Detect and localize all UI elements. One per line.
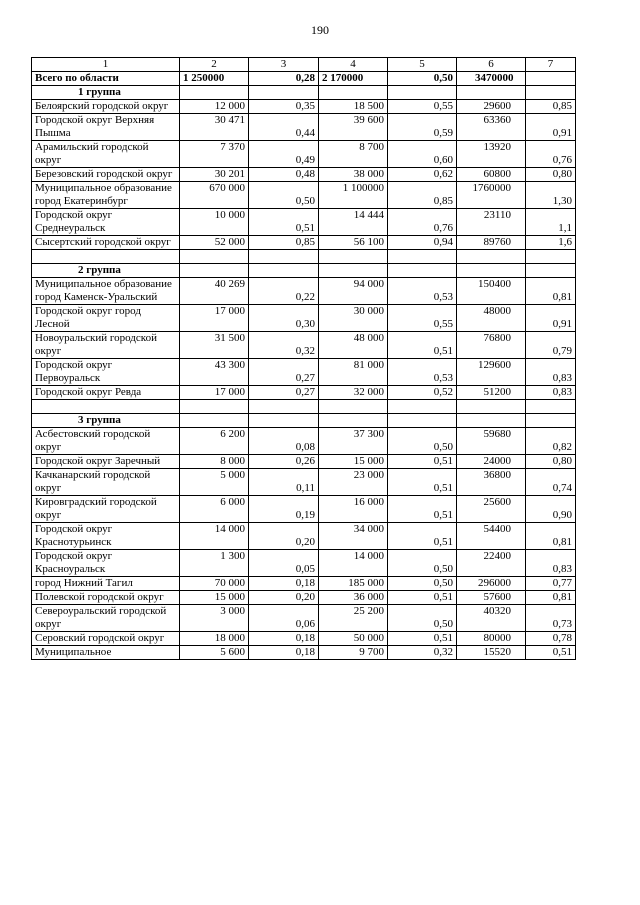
row-name: Асбестовский городской округ [32, 428, 180, 455]
row-name: Арамильский городской округ [32, 141, 180, 168]
spacer-cell [457, 250, 526, 264]
row-name: Березовский городской округ [32, 168, 180, 182]
cell-c7: 0,77 [526, 577, 576, 591]
table-row [32, 632, 576, 646]
cell-c6: 60800 [457, 168, 526, 182]
total-c6: 3470000 [457, 72, 526, 86]
cell-c2: 30 471 [180, 114, 249, 141]
group-empty-cell [526, 264, 576, 278]
cell-c4: 48 000 [319, 332, 388, 359]
cell-c4: 16 000 [319, 496, 388, 523]
group-empty-cell [457, 264, 526, 278]
cell-c4: 50 000 [319, 632, 388, 646]
cell-c3: 0,08 [249, 428, 319, 455]
cell-c7: 0,81 [526, 591, 576, 605]
cell-c2: 15 000 [180, 591, 249, 605]
group-label: 1 группа [32, 86, 180, 100]
cell-c7: 0,79 [526, 332, 576, 359]
cell-c4: 14 000 [319, 550, 388, 577]
cell-c2: 3 000 [180, 605, 249, 632]
cell-c2: 8 000 [180, 455, 249, 469]
cell-c2: 18 000 [180, 632, 249, 646]
cell-c6: 54400 [457, 523, 526, 550]
cell-c3: 0,27 [249, 386, 319, 400]
group-empty-cell [388, 86, 457, 100]
cell-c5: 0,51 [388, 632, 457, 646]
spacer-cell [249, 400, 319, 414]
cell-c2: 43 300 [180, 359, 249, 386]
cell-c2: 52 000 [180, 236, 249, 250]
group-empty-cell [180, 86, 249, 100]
table-row [32, 646, 576, 660]
cell-c2: 7 370 [180, 141, 249, 168]
cell-c7: 0,80 [526, 455, 576, 469]
header-cell: 3 [249, 58, 319, 72]
table-row [32, 469, 576, 496]
cell-c4: 81 000 [319, 359, 388, 386]
table-row [32, 386, 576, 400]
table-row [32, 605, 576, 632]
cell-c3: 0,11 [249, 469, 319, 496]
row-name: Серовский городской округ [32, 632, 180, 646]
spacer-cell [180, 250, 249, 264]
cell-c3: 0,06 [249, 605, 319, 632]
page-number: 190 [311, 23, 329, 37]
table-row [32, 523, 576, 550]
table-row [32, 455, 576, 469]
row-name: Городской округ Среднеуральск [32, 209, 180, 236]
header-cell: 2 [180, 58, 249, 72]
table-row [32, 577, 576, 591]
cell-c5: 0,52 [388, 386, 457, 400]
spacer-cell [249, 250, 319, 264]
cell-c3: 0,30 [249, 305, 319, 332]
group-empty-cell [319, 86, 388, 100]
row-name: Городской округ Заречный [32, 455, 180, 469]
table-row [32, 428, 576, 455]
cell-c7: 0,83 [526, 386, 576, 400]
cell-c4: 32 000 [319, 386, 388, 400]
cell-c5: 0,50 [388, 550, 457, 577]
table-row [32, 209, 576, 236]
cell-c5: 0,55 [388, 305, 457, 332]
cell-c5: 0,53 [388, 359, 457, 386]
cell-c7: 0,82 [526, 428, 576, 455]
header-cell: 6 [457, 58, 526, 72]
row-name: Городской округ город Лесной [32, 305, 180, 332]
cell-c6: 40320 [457, 605, 526, 632]
header-cell: 7 [526, 58, 576, 72]
group-label: 3 группа [32, 414, 180, 428]
cell-c7: 1,30 [526, 182, 576, 209]
cell-c7: 0,73 [526, 605, 576, 632]
table-row [32, 496, 576, 523]
total-c7 [526, 72, 576, 86]
cell-c2: 10 000 [180, 209, 249, 236]
cell-c3: 0,44 [249, 114, 319, 141]
cell-c7: 0,80 [526, 168, 576, 182]
row-name: Белоярский городской округ [32, 100, 180, 114]
cell-c4: 1 100000 [319, 182, 388, 209]
cell-c6: 296000 [457, 577, 526, 591]
table-row [32, 550, 576, 577]
group-empty-cell [526, 414, 576, 428]
cell-c2: 31 500 [180, 332, 249, 359]
cell-c7: 0,78 [526, 632, 576, 646]
cell-c7: 0,83 [526, 550, 576, 577]
cell-c6: 63360 [457, 114, 526, 141]
total-row [32, 72, 576, 86]
table-row [32, 168, 576, 182]
cell-c6: 76800 [457, 332, 526, 359]
cell-c6: 25600 [457, 496, 526, 523]
cell-c6: 80000 [457, 632, 526, 646]
row-name: Городской округ Краснотурьинск [32, 523, 180, 550]
cell-c7: 0,90 [526, 496, 576, 523]
cell-c3: 0,18 [249, 577, 319, 591]
cell-c6: 129600 [457, 359, 526, 386]
cell-c3: 0,32 [249, 332, 319, 359]
group-header-row [32, 264, 576, 278]
group-empty-cell [249, 86, 319, 100]
cell-c5: 0,94 [388, 236, 457, 250]
cell-c5: 0,50 [388, 428, 457, 455]
spacer-cell [180, 400, 249, 414]
cell-c2: 17 000 [180, 386, 249, 400]
cell-c7: 0,81 [526, 278, 576, 305]
cell-c7: 0,74 [526, 469, 576, 496]
cell-c4: 38 000 [319, 168, 388, 182]
cell-c6: 36800 [457, 469, 526, 496]
cell-c2: 14 000 [180, 523, 249, 550]
cell-c4: 30 000 [319, 305, 388, 332]
cell-c4: 37 300 [319, 428, 388, 455]
cell-c2: 30 201 [180, 168, 249, 182]
cell-c6: 89760 [457, 236, 526, 250]
cell-c7: 1,1 [526, 209, 576, 236]
table-row [32, 305, 576, 332]
cell-c5: 0,50 [388, 605, 457, 632]
cell-c7: 0,91 [526, 114, 576, 141]
cell-c3: 0,22 [249, 278, 319, 305]
row-name: Городской округ Верхняя Пышма [32, 114, 180, 141]
table-row [32, 278, 576, 305]
cell-c7: 0,51 [526, 646, 576, 660]
cell-c5: 0,60 [388, 141, 457, 168]
group-empty-cell [180, 414, 249, 428]
table-row [32, 182, 576, 209]
cell-c4: 34 000 [319, 523, 388, 550]
cell-c7: 0,83 [526, 359, 576, 386]
group-empty-cell [180, 264, 249, 278]
table-row [32, 114, 576, 141]
cell-c6: 59680 [457, 428, 526, 455]
cell-c6: 57600 [457, 591, 526, 605]
cell-c4: 9 700 [319, 646, 388, 660]
cell-c2: 6 000 [180, 496, 249, 523]
group-header-row [32, 86, 576, 100]
row-name: Сысертский городской округ [32, 236, 180, 250]
total-c5: 0,50 [388, 72, 457, 86]
row-name: Муниципальное образование город Каменск-Уральский [32, 278, 180, 305]
cell-c4: 56 100 [319, 236, 388, 250]
cell-c5: 0,55 [388, 100, 457, 114]
row-name: Муниципальное образование город Екатеринбург [32, 182, 180, 209]
header-row [32, 58, 576, 72]
cell-c2: 40 269 [180, 278, 249, 305]
cell-c4: 25 200 [319, 605, 388, 632]
row-name: Качканарский городской округ [32, 469, 180, 496]
total-c4: 2 170000 [319, 72, 388, 86]
cell-c3: 0,18 [249, 646, 319, 660]
cell-c5: 0,85 [388, 182, 457, 209]
cell-c4: 8 700 [319, 141, 388, 168]
spacer-row [32, 250, 576, 264]
spacer-row [32, 400, 576, 414]
cell-c4: 15 000 [319, 455, 388, 469]
table-row [32, 100, 576, 114]
cell-c6: 13920 [457, 141, 526, 168]
spacer-cell [526, 400, 576, 414]
cell-c4: 94 000 [319, 278, 388, 305]
cell-c5: 0,76 [388, 209, 457, 236]
total-label: Всего по области [32, 72, 180, 86]
group-empty-cell [457, 414, 526, 428]
cell-c5: 0,32 [388, 646, 457, 660]
cell-c5: 0,51 [388, 455, 457, 469]
cell-c5: 0,51 [388, 469, 457, 496]
cell-c3: 0,85 [249, 236, 319, 250]
row-name: Городской округ Первоуральск [32, 359, 180, 386]
row-name: Новоуральский городской округ [32, 332, 180, 359]
header-cell: 5 [388, 58, 457, 72]
cell-c2: 1 300 [180, 550, 249, 577]
cell-c3: 0,05 [249, 550, 319, 577]
cell-c3: 0,18 [249, 632, 319, 646]
row-name: Городской округ Ревда [32, 386, 180, 400]
cell-c6: 24000 [457, 455, 526, 469]
cell-c4: 36 000 [319, 591, 388, 605]
group-empty-cell [249, 264, 319, 278]
cell-c6: 51200 [457, 386, 526, 400]
table-row [32, 141, 576, 168]
cell-c3: 0,20 [249, 591, 319, 605]
cell-c4: 23 000 [319, 469, 388, 496]
cell-c5: 0,51 [388, 332, 457, 359]
cell-c7: 0,76 [526, 141, 576, 168]
cell-c4: 14 444 [319, 209, 388, 236]
table-row [32, 236, 576, 250]
header-cell: 4 [319, 58, 388, 72]
cell-c6: 1760000 [457, 182, 526, 209]
total-c2: 1 250000 [180, 72, 249, 86]
cell-c4: 185 000 [319, 577, 388, 591]
cell-c3: 0,20 [249, 523, 319, 550]
cell-c5: 0,53 [388, 278, 457, 305]
cell-c2: 17 000 [180, 305, 249, 332]
cell-c6: 22400 [457, 550, 526, 577]
cell-c3: 0,50 [249, 182, 319, 209]
cell-c6: 150400 [457, 278, 526, 305]
cell-c2: 670 000 [180, 182, 249, 209]
cell-c3: 0,27 [249, 359, 319, 386]
cell-c3: 0,49 [249, 141, 319, 168]
table-row [32, 591, 576, 605]
group-empty-cell [319, 414, 388, 428]
spacer-cell [319, 250, 388, 264]
spacer-cell [526, 250, 576, 264]
spacer-cell [32, 400, 180, 414]
table-row [32, 359, 576, 386]
cell-c5: 0,62 [388, 168, 457, 182]
row-name: Муниципальное [32, 646, 180, 660]
cell-c6: 29600 [457, 100, 526, 114]
data-table [31, 57, 576, 660]
row-name: Кировградский городской округ [32, 496, 180, 523]
group-label: 2 группа [32, 264, 180, 278]
cell-c4: 18 500 [319, 100, 388, 114]
spacer-cell [32, 250, 180, 264]
total-c3: 0,28 [249, 72, 319, 86]
cell-c3: 0,48 [249, 168, 319, 182]
spacer-cell [388, 250, 457, 264]
row-name: Полевской городской округ [32, 591, 180, 605]
spacer-cell [319, 400, 388, 414]
group-empty-cell [249, 414, 319, 428]
cell-c5: 0,50 [388, 577, 457, 591]
group-header-row [32, 414, 576, 428]
group-empty-cell [388, 264, 457, 278]
group-empty-cell [319, 264, 388, 278]
group-empty-cell [457, 86, 526, 100]
header-cell: 1 [32, 58, 180, 72]
cell-c3: 0,19 [249, 496, 319, 523]
cell-c6: 48000 [457, 305, 526, 332]
cell-c7: 1,6 [526, 236, 576, 250]
cell-c6: 23110 [457, 209, 526, 236]
cell-c6: 15520 [457, 646, 526, 660]
cell-c2: 70 000 [180, 577, 249, 591]
cell-c5: 0,51 [388, 523, 457, 550]
cell-c7: 0,81 [526, 523, 576, 550]
cell-c2: 6 200 [180, 428, 249, 455]
cell-c3: 0,51 [249, 209, 319, 236]
spacer-cell [457, 400, 526, 414]
row-name: Городской округ Красноуральск [32, 550, 180, 577]
spacer-cell [388, 400, 457, 414]
cell-c7: 0,91 [526, 305, 576, 332]
cell-c5: 0,51 [388, 591, 457, 605]
cell-c3: 0,26 [249, 455, 319, 469]
row-name: Североуральский городской округ [32, 605, 180, 632]
cell-c2: 5 000 [180, 469, 249, 496]
cell-c5: 0,51 [388, 496, 457, 523]
group-empty-cell [526, 86, 576, 100]
cell-c2: 12 000 [180, 100, 249, 114]
cell-c4: 39 600 [319, 114, 388, 141]
table-row [32, 332, 576, 359]
group-empty-cell [388, 414, 457, 428]
cell-c5: 0,59 [388, 114, 457, 141]
cell-c3: 0,35 [249, 100, 319, 114]
cell-c7: 0,85 [526, 100, 576, 114]
row-name: город Нижний Тагил [32, 577, 180, 591]
cell-c2: 5 600 [180, 646, 249, 660]
